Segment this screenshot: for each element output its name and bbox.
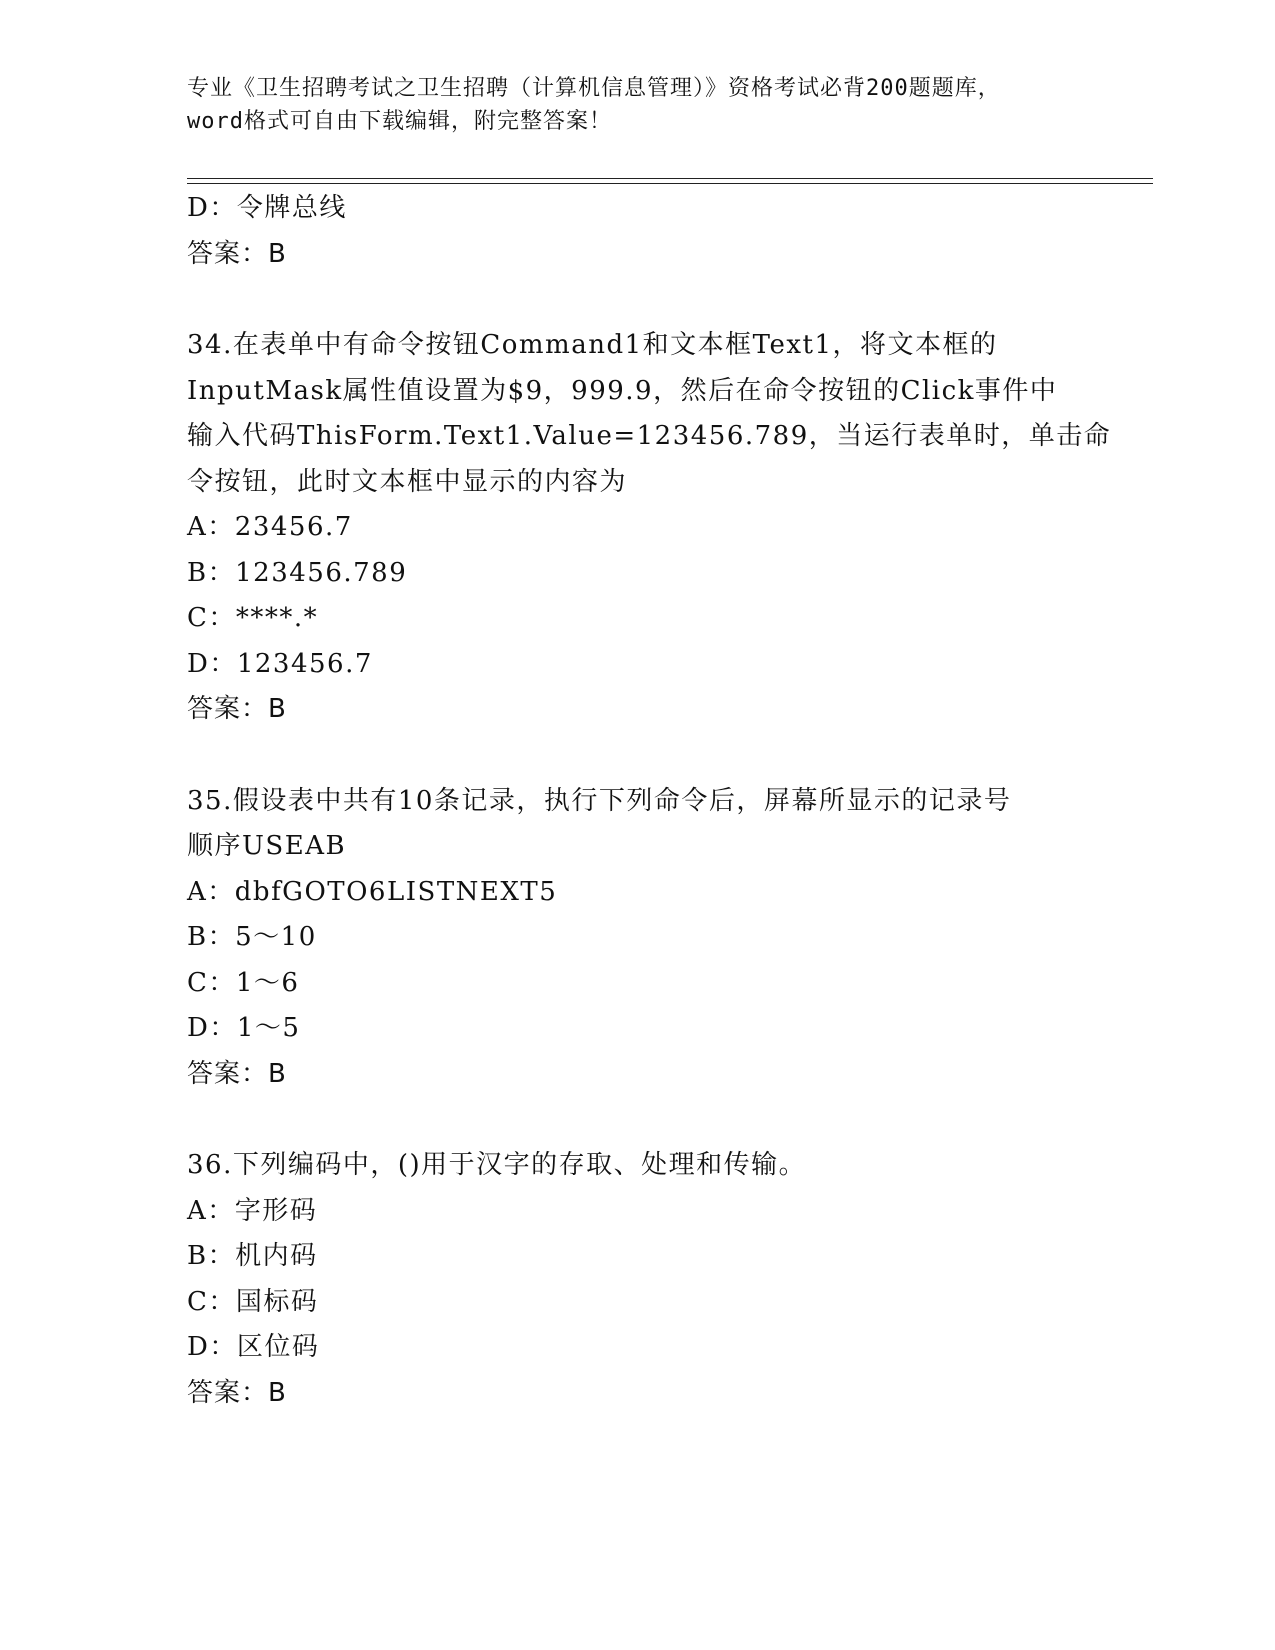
spacer (187, 1097, 1107, 1143)
question-stem-line: 35.假设表中共有10条记录，执行下列命令后，屏幕所显示的记录号 (187, 785, 1012, 816)
question-stem-line: 36.下列编码中，()用于汉字的存取、处理和传输。 (187, 1150, 807, 1180)
option-d: D：令牌总线 (187, 193, 347, 223)
question-stem-line: 34.在表单中有命令按钮Command1和文本框Text1，将文本框的 (187, 330, 998, 360)
question-34 (187, 323, 1112, 733)
option-a: A：dbfGOTO6LISTNEXT5 (187, 876, 558, 907)
answer: 答案：B (187, 1058, 287, 1089)
option-d: D：1～5 (187, 1013, 301, 1043)
option-a: A：字形码 (187, 1195, 318, 1226)
header-line-1: 专业《卫生招聘考试之卫生招聘（计算机信息管理）》资格考试必背200题题库， (187, 76, 1001, 101)
question-stem-line: 输入代码ThisForm.Text1.Value=123456.789，当运行表单时，单击命 (187, 421, 1112, 451)
option-a: A：23456.7 (187, 512, 353, 542)
option-b: B：机内码 (187, 1241, 318, 1271)
question-36 (187, 1143, 1107, 1416)
option-c: C：国标码 (187, 1286, 319, 1317)
question-content (187, 186, 1112, 1416)
question-33-tail (187, 186, 1107, 277)
answer: 答案：B (187, 238, 287, 269)
question-stem-line: InputMask属性值设置为$9，999.9，然后在命令按钮的Click事件中 (187, 375, 1058, 406)
question-stem-line: 令按钮，此时文本框中显示的内容为 (187, 466, 628, 497)
document-header (187, 72, 1087, 138)
question-stem-line: 顺序USEAB (187, 831, 347, 861)
spacer (187, 277, 1107, 323)
option-d: D：123456.7 (187, 648, 373, 679)
option-b: B：5～10 (187, 922, 317, 952)
option-b: B：123456.789 (187, 557, 408, 588)
option-d: D：区位码 (187, 1332, 320, 1362)
header-divider-bottom (187, 183, 1153, 184)
answer: 答案：B (187, 694, 287, 724)
option-c: C：1～6 (187, 967, 300, 998)
header-line-2: word格式可自由下载编辑，附完整答案！ (187, 109, 612, 134)
question-35 (187, 779, 1107, 1098)
spacer (187, 733, 1107, 779)
answer: 答案：B (187, 1377, 287, 1408)
option-c: C：****.* (187, 603, 319, 633)
header-divider-top (187, 178, 1153, 179)
